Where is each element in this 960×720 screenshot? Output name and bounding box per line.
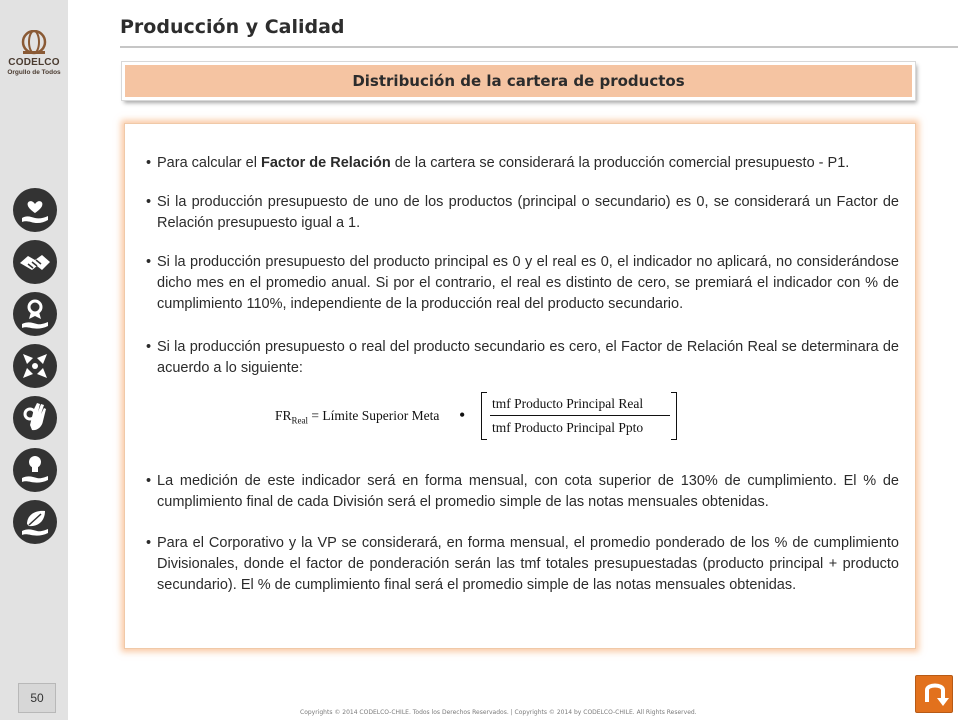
heart-hand-icon[interactable] bbox=[13, 188, 57, 232]
fraction-bar bbox=[490, 415, 670, 416]
footer-copyright: Copyrights © 2014 CODELCO-CHILE. Todos los Derechos Reservados. | Copyrights © 2014 by CODELCO-CHILE. All Rights Reserved. bbox=[300, 709, 697, 716]
return-button[interactable] bbox=[915, 675, 953, 713]
ok-hand-icon[interactable] bbox=[13, 396, 57, 440]
arrows-hand-icon[interactable] bbox=[13, 344, 57, 388]
bullet-text: Para el Corporativo y la VP se considerará, en forma mensual, el promedio ponderado de los % de cumplimiento Divisionales, donde el factor de ponderación serán las tmf totales presupuestadas (producto principal + producto secundario). El % de cumplimiento final será el promedio simple de las notas mensuales obtenidas. bbox=[157, 535, 899, 593]
bullet-corporativo bbox=[146, 533, 899, 596]
section-banner bbox=[122, 62, 915, 100]
bullet-text: Si la producción presupuesto de uno de los productos (principal o secundario) es 0, se considerará un Factor de Relación presupuesto igual a 1. bbox=[157, 194, 899, 231]
formula-lhs: $FR_{Real}$ = Límite Superior Meta bbox=[275, 408, 440, 426]
formula-denominator: tmf Producto Principal Ppto bbox=[492, 420, 644, 435]
u-turn-icon bbox=[916, 676, 954, 714]
bullet-text: La medición de este indicador será en forma mensual, con cota superior de 130% de cumplimiento. El % de cumplimiento final de cada División será el promedio simple de las notas mensuales obtenidas. bbox=[157, 473, 899, 510]
title-divider bbox=[120, 46, 958, 48]
formula-operator: • bbox=[459, 405, 466, 425]
sidebar bbox=[0, 0, 68, 720]
leaf-hand-icon[interactable] bbox=[13, 500, 57, 544]
bullet-dot: • bbox=[146, 339, 152, 355]
bullet-text: Si la producción presupuesto o real del producto secundario es cero, el Factor de Relación Real se determinara de acuerdo a lo siguiente: bbox=[157, 339, 899, 376]
logo-mark-icon bbox=[20, 30, 48, 56]
bullet-dot: • bbox=[146, 155, 152, 171]
page-number: 50 bbox=[18, 683, 56, 713]
bullet-dot: • bbox=[146, 254, 152, 270]
section-subtitle: Distribución de la cartera de productos bbox=[352, 72, 685, 90]
brand-name: CODELCO bbox=[8, 57, 60, 68]
formula-numerator: tmf Producto Principal Real bbox=[492, 396, 644, 411]
formula-bracket bbox=[481, 392, 677, 440]
bullet-secundario-cero bbox=[146, 337, 899, 379]
lightbulb-hand-icon[interactable] bbox=[13, 448, 57, 492]
bullet-medicion-mensual bbox=[146, 471, 899, 513]
bullet-dot: • bbox=[146, 473, 152, 489]
page-title: Producción y Calidad bbox=[120, 16, 345, 38]
bullet-dot: • bbox=[146, 535, 152, 551]
bullet-produccion-cero bbox=[146, 192, 899, 234]
bullet-text: Para calcular el bbox=[157, 155, 261, 171]
codelco-logo bbox=[0, 30, 68, 76]
medal-hand-icon[interactable] bbox=[13, 292, 57, 336]
brand-tagline: Orgullo de Todos bbox=[7, 69, 61, 76]
content-box bbox=[124, 123, 916, 649]
bullet-text: de la cartera se considerará la producción comercial presupuesto - P1. bbox=[390, 155, 850, 171]
bullet-principal-cero bbox=[146, 252, 899, 315]
bullet-factor-relacion bbox=[146, 153, 899, 174]
bullet-dot: • bbox=[146, 194, 152, 210]
bullet-bold-term: Factor de Relación bbox=[260, 155, 391, 171]
handshake-icon[interactable] bbox=[13, 240, 57, 284]
bullet-text: Si la producción presupuesto del producto principal es 0 y el real es 0, el indicador no aplicará, no considerándose dicho mes en el promedio anual. Si por el contrario, el real es distinto de cero, se premiará el indicador con % de cumplimiento 110%, independiente de la producción real del producto secundario. bbox=[157, 254, 899, 312]
factor-relacion-formula bbox=[275, 392, 705, 446]
